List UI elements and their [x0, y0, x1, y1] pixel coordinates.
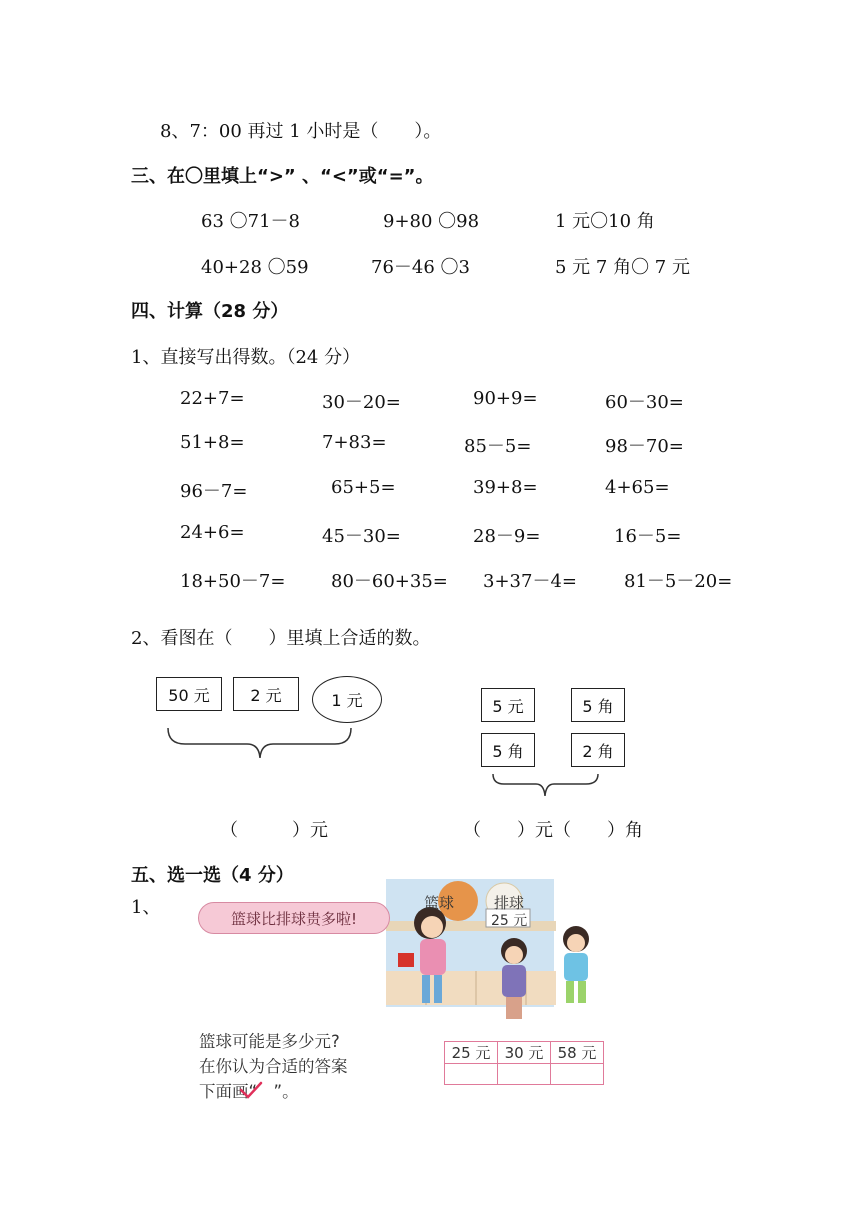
calc-item: 85－5= — [464, 436, 532, 457]
right-answer: （ ）元（ ）角 — [463, 820, 643, 841]
q2-title: 2、看图在（ ）里填上合适的数。 — [131, 628, 431, 649]
speech-bubble: 篮球比排球贵多啦! — [198, 902, 390, 934]
calc-item: 65+5= — [331, 477, 396, 498]
answer-cell[interactable] — [445, 1064, 498, 1085]
question-8: 8、7：00 再过 1 小时是（ ）。 — [160, 121, 442, 142]
calc-item: 45－30= — [322, 526, 401, 547]
q1-title: 1、直接写出得数。（24 分） — [131, 347, 361, 368]
choice-cell: 58 元 — [551, 1042, 604, 1064]
calc-item: 90+9= — [473, 388, 538, 409]
calc-item: 22+7= — [180, 388, 245, 409]
calc-item: 3+37－4= — [483, 571, 577, 592]
calc-item: 39+8= — [473, 477, 538, 498]
calc-item: 16－5= — [614, 526, 682, 547]
calc-item: 4+65= — [605, 477, 670, 498]
calc-item: 7+83= — [322, 432, 387, 453]
money-card: 5 元 — [481, 688, 535, 722]
money-card: 2 角 — [571, 733, 625, 767]
money-card: 5 角 — [481, 733, 535, 767]
question-line: 在你认为合适的答案 — [199, 1057, 348, 1076]
calc-item: 51+8= — [180, 432, 245, 453]
section-3-title: 三、在〇里填上“>” 、“<”或“=”。 — [131, 166, 434, 187]
calc-item: 96－7= — [180, 481, 248, 502]
calc-item: 28－9= — [473, 526, 541, 547]
section-5-title: 五、选一选（4 分） — [131, 865, 294, 886]
ball-label: 排球 — [494, 894, 525, 912]
answer-table — [444, 1041, 604, 1085]
calc-item: 60－30= — [605, 392, 684, 413]
ball-label: 篮球 — [424, 894, 455, 912]
calc-item: 80－60+35= — [331, 571, 448, 592]
compare-item: 1 元〇10 角 — [555, 211, 655, 232]
question-line: 篮球可能是多少元? — [199, 1032, 340, 1051]
left-brace — [165, 726, 355, 762]
money-coin: 1 元 — [312, 676, 382, 723]
price-tag: 25 元 — [491, 913, 528, 929]
choice-cell: 30 元 — [498, 1042, 551, 1064]
compare-item: 63 〇71－8 — [201, 211, 300, 232]
section-4-title: 四、计算（28 分） — [131, 301, 289, 322]
calc-item: 98－70= — [605, 436, 684, 457]
q1-label: 1、 — [131, 897, 161, 918]
question-line: 下面画“ ”。 — [199, 1082, 299, 1101]
table-row — [445, 1064, 604, 1085]
money-card: 50 元 — [156, 677, 222, 711]
table-row — [445, 1042, 604, 1064]
compare-item: 40+28 〇59 — [201, 257, 309, 278]
compare-item: 76－46 〇3 — [371, 257, 470, 278]
left-answer: （ ）元 — [220, 820, 328, 841]
calc-item: 81－5－20= — [624, 571, 733, 592]
money-card: 5 角 — [571, 688, 625, 722]
calc-item: 30－20= — [322, 392, 401, 413]
answer-cell[interactable] — [498, 1064, 551, 1085]
calc-item: 18+50－7= — [180, 571, 286, 592]
checkmark-icon — [238, 1080, 264, 1100]
choice-cell: 25 元 — [445, 1042, 498, 1064]
compare-item: 9+80 〇98 — [383, 211, 480, 232]
calc-item: 24+6= — [180, 522, 245, 543]
money-card: 2 元 — [233, 677, 299, 711]
answer-cell[interactable] — [551, 1064, 604, 1085]
right-brace — [490, 772, 602, 800]
compare-item: 5 元 7 角〇 7 元 — [555, 257, 690, 278]
